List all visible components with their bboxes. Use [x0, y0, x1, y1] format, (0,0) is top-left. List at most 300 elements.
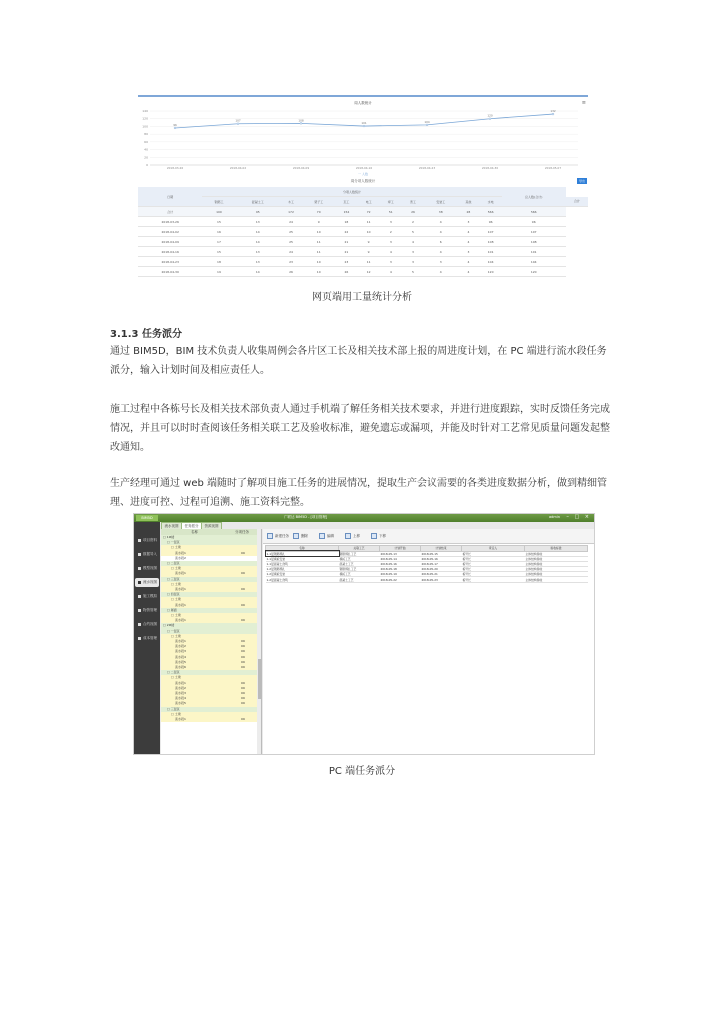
data-label: 96 — [173, 122, 177, 127]
tree-row-value: 09 — [241, 587, 245, 591]
table-cell: 101 — [480, 247, 502, 257]
task-col-header[interactable]: 验收标准 — [525, 546, 588, 552]
table-cell: 2018-03-26 — [138, 217, 202, 227]
table-cell: 4 — [457, 227, 479, 237]
task-cell: 钢筋绑扎工艺 — [339, 551, 380, 556]
table-cell: 18 — [335, 217, 357, 227]
data-point[interactable] — [552, 113, 554, 115]
col-header: 混凝土工 — [236, 197, 280, 207]
tree-row-label: 流水段1 — [175, 602, 186, 607]
table-cell: 72 — [358, 207, 380, 217]
tree-row-value: 09 — [241, 644, 245, 649]
title-bar — [134, 514, 594, 522]
x-tick-label: 2018-04-23 — [418, 166, 436, 170]
tree-row-label: 流水段1 — [175, 571, 186, 576]
tree-row-value: 09 — [241, 618, 245, 623]
table-row — [138, 237, 588, 247]
table-cell: 101 — [502, 247, 566, 257]
tree-row-label: □ 三层区 — [167, 576, 180, 581]
tree-row-label: □ 二层区 — [167, 670, 180, 675]
table-cell: 3 — [424, 257, 457, 267]
section-heading: 3.1.3 任务派分 — [110, 329, 182, 340]
tree-row-label: 流水段2 — [175, 555, 186, 560]
table-cell: 3 — [457, 247, 479, 257]
tree-row-label: □ 二层区 — [167, 561, 180, 565]
menu-icon — [138, 637, 141, 640]
y-tick-label: 140 — [142, 109, 148, 113]
table-cell: 2018-04-02 — [138, 227, 202, 237]
task-cell: 主体结构验收 — [525, 577, 588, 582]
table-cell: 21 — [335, 247, 357, 257]
table-cell: 合计 — [138, 207, 202, 217]
table-cell: 120 — [502, 267, 566, 277]
table-cell: 154 — [335, 207, 357, 217]
tree-row-label: □ 土建 — [171, 711, 181, 716]
table-cell: 95 — [236, 207, 280, 217]
table-cell: 3 — [402, 257, 424, 267]
tree-row-value: 09 — [241, 602, 245, 607]
table-cell: 25 — [280, 237, 302, 247]
weekly-chart-panel — [138, 95, 588, 177]
table-cell: 13 — [236, 257, 280, 267]
sidebar-item-label: 物资管理 — [143, 608, 157, 612]
table-cell: 100 — [202, 207, 235, 217]
col-header: 安装工 — [424, 197, 457, 207]
sidebar-item[interactable] — [135, 620, 159, 629]
export-button[interactable]: 导出 — [578, 179, 585, 183]
table-cell: 104 — [480, 257, 502, 267]
y-tick-label: 100 — [142, 124, 148, 129]
col-date: 日期 — [138, 187, 202, 207]
toolbar-button[interactable] — [293, 533, 308, 539]
tree-row-label: 流水段1 — [175, 587, 186, 591]
table-cell: 26 — [280, 267, 302, 277]
tree-row-label: □ 土建 — [171, 597, 181, 602]
data-label: 132 — [550, 109, 556, 114]
table-cell: 4 — [424, 247, 457, 257]
tree-row-value: 09 — [241, 571, 245, 576]
group-header: 分项人数统计 — [202, 187, 501, 197]
table-cell: 2 — [402, 217, 424, 227]
tree-row-label: 流水段1 — [175, 717, 186, 721]
table-cell: 9 — [358, 247, 380, 257]
toolbar-icon — [267, 533, 273, 539]
table-cell: 2018-04-09 — [138, 237, 202, 247]
usage-table-panel — [138, 179, 588, 275]
sidebar-item-label: 项目资料 — [143, 538, 157, 542]
table-cell: 11 — [302, 237, 335, 247]
table-cell: 4 — [424, 267, 457, 277]
table-cell: 10 — [358, 227, 380, 237]
table-cell: 15 — [202, 217, 235, 227]
tree-scrollbar[interactable] — [257, 529, 261, 754]
tree-row-label: 流水段1 — [175, 639, 186, 643]
table-row — [138, 227, 588, 237]
table-cell: 9 — [302, 217, 335, 227]
task-cell: 1-1层钢筋绑扎 — [266, 551, 339, 556]
sidebar-item-label: 成本管理 — [143, 636, 157, 640]
tree-row-value: 09 — [241, 550, 245, 555]
table-cell: 107 — [480, 227, 502, 237]
tree-row-label: 流水段5 — [175, 701, 186, 706]
x-tick-label: 2018-03-26 — [166, 166, 184, 170]
tree-row-value: 09 — [241, 654, 245, 659]
sidebar-item-label: 合约视图 — [143, 622, 157, 626]
table-cell: 5 — [402, 227, 424, 237]
tree-row-label: □ 一层区 — [167, 540, 180, 545]
chart-menu-icon[interactable]: ≡ — [581, 100, 586, 106]
toolbar-button[interactable] — [319, 533, 334, 539]
tree-row-label: 流水段4 — [175, 654, 186, 659]
task-cell: 2018-05-17 — [421, 561, 462, 566]
table-cell: 120 — [480, 267, 502, 277]
task-cell: 2018-05-13 — [380, 551, 421, 556]
table-cell: 23 — [280, 257, 302, 267]
task-cell: 1-2层模板安装 — [266, 572, 339, 577]
col-header: 电工 — [358, 197, 380, 207]
col-header: 水电 — [480, 197, 502, 207]
table-cell: 11 — [358, 217, 380, 227]
data-point[interactable] — [426, 124, 428, 126]
tab[interactable]: 流水视图 — [161, 522, 182, 531]
tree-row-label: □ 土建 — [171, 675, 181, 680]
toolbar-label: 删除 — [301, 534, 308, 538]
tab[interactable]: 任务派分 — [181, 522, 202, 531]
task-cell: 模板工艺 — [339, 572, 380, 577]
toolbar-icon — [293, 533, 299, 539]
tree-row-label: □ 土建 — [171, 633, 181, 638]
window-controls[interactable]: – □ × — [566, 514, 591, 520]
table-cell: 108 — [480, 237, 502, 247]
y-tick-label: 0 — [146, 163, 148, 167]
table-cell: 26 — [335, 267, 357, 277]
table-cell: 24 — [280, 247, 302, 257]
task-cell: 主体结构验收 — [525, 556, 588, 561]
menu-icon — [138, 609, 141, 612]
task-cell: 栋号长 — [462, 567, 525, 572]
data-point[interactable] — [237, 123, 239, 125]
tree-row-value: 09 — [241, 649, 245, 654]
table-cell: 16 — [202, 227, 235, 237]
tree-row-label: 流水段2 — [175, 685, 186, 690]
table-cell: 3 — [380, 217, 402, 227]
table-cell: 566 — [480, 207, 502, 217]
menu-icon — [138, 581, 141, 584]
sidebar-item-label: 数据导入 — [143, 552, 157, 556]
tree-row-value: 09 — [241, 639, 245, 643]
table-cell: 6 — [424, 237, 457, 247]
table-cell: 18 — [202, 257, 235, 267]
task-toolbar — [263, 529, 594, 544]
task-cell: 2018-05-15 — [421, 551, 462, 556]
tree-row-label: 流水段6 — [175, 665, 186, 669]
task-cell: 1-2层钢筋绑扎 — [266, 567, 339, 572]
table-cell: 4 — [424, 217, 457, 227]
y-tick-label: 40 — [144, 147, 148, 152]
task-cell: 2018-05-22 — [380, 577, 421, 582]
table-cell: 11 — [358, 257, 380, 267]
task-cell: 主体结构验收 — [525, 561, 588, 566]
task-col-header[interactable]: 计划开始 — [380, 546, 421, 552]
task-table — [265, 545, 588, 583]
tree-row-label: □ 一层区 — [167, 628, 180, 633]
toolbar-label: 新建任务 — [275, 534, 289, 538]
task-cell: 2018-05-23 — [421, 577, 462, 582]
table-row — [138, 247, 588, 257]
table-cell: 12 — [358, 267, 380, 277]
menu-icon — [138, 539, 141, 542]
task-col-header[interactable]: 名称 — [266, 546, 339, 552]
tree-row-label: □ 三层区 — [167, 706, 180, 711]
tree-row[interactable] — [161, 717, 257, 722]
table-cell: 14 — [236, 267, 280, 277]
table-cell: 9 — [358, 237, 380, 247]
y-tick-label: 20 — [144, 155, 148, 160]
x-tick-label: 2018-04-30 — [481, 166, 499, 170]
table-cell: 10 — [302, 267, 335, 277]
toolbar-label: 下移 — [379, 534, 386, 538]
table-cell: 3 — [457, 217, 479, 227]
sidebar-item-label: 流水视图 — [143, 580, 157, 584]
sidebar-item[interactable] — [135, 634, 159, 643]
paragraph-2: 施工过程中各栋号长及相关技术部负责人通过手机端了解任务相关技术要求，并进行进度跟踪，实时反馈任务完成情况，并且可以时时查阅该任务相关联工艺及验收标准，避免遗忘或漏项，并能及时针对工艺常见质量问题发起整改通知。 — [110, 404, 610, 453]
task-panel — [263, 529, 594, 754]
toolbar-icon — [345, 533, 351, 539]
table-cell: 4 — [380, 267, 402, 277]
line-chart — [138, 97, 588, 177]
col-header: 木工 — [280, 197, 302, 207]
tree-row-value: 09 — [241, 701, 245, 706]
task-row[interactable] — [266, 577, 588, 582]
data-point[interactable] — [489, 118, 491, 120]
table-cell: 96 — [502, 217, 566, 227]
table-cell: 3 — [380, 257, 402, 267]
table-cell: 2018-04-16 — [138, 247, 202, 257]
table-cell: 4 — [424, 227, 457, 237]
col-header: 瓦工 — [335, 197, 357, 207]
tree-row-value: 09 — [241, 696, 245, 701]
toolbar-button[interactable] — [345, 533, 360, 539]
table-title: 周分项人数统计 — [350, 179, 376, 183]
task-cell: 1-1层模板安装 — [266, 556, 339, 561]
task-cell: 栋号长 — [462, 577, 525, 582]
col-header: 合计 — [566, 197, 588, 207]
paragraph-3: 生产经理可通过 web 端随时了解项目施工任务的进展情况，提取生产会议需要的各类进度数据分析，做到精细管理、进度可控、过程可追溯、施工资料完整。 — [110, 478, 608, 508]
toolbar-label: 上移 — [353, 534, 360, 538]
data-label: 104 — [424, 119, 430, 124]
tab[interactable]: 资源视图 — [201, 522, 222, 531]
scroll-thumb[interactable] — [258, 659, 261, 699]
table-cell: 19 — [202, 267, 235, 277]
x-tick-label: 2018-04-02 — [229, 166, 247, 170]
table-cell: 14 — [236, 237, 280, 247]
task-cell: 主体结构验收 — [525, 551, 588, 556]
table-cell: 10 — [302, 227, 335, 237]
table-cell: 25 — [280, 227, 302, 237]
task-cell: 栋号长 — [462, 556, 525, 561]
tree-col-task: 分项任务 — [235, 530, 249, 534]
toolbar-button[interactable] — [371, 533, 386, 539]
tree-row-label: □ 土建 — [171, 613, 181, 617]
task-cell: 1-1层混凝土浇筑 — [266, 561, 339, 566]
figure1-caption: 网页端用工量统计分析 — [312, 292, 412, 303]
table-cell: 10 — [302, 257, 335, 267]
sidebar-item[interactable] — [135, 550, 159, 559]
tree-row-value: 09 — [241, 685, 245, 690]
task-cell: 2018-05-21 — [421, 572, 462, 577]
tree-row-label: □ 土建 — [171, 545, 181, 550]
task-cell: 主体结构验收 — [525, 567, 588, 572]
task-cell: 栋号长 — [462, 561, 525, 566]
sidebar-item-label: 施工模拟 — [143, 594, 157, 598]
menu-icon — [138, 553, 141, 556]
table-cell: 172 — [280, 207, 302, 217]
toolbar-label: 编辑 — [327, 534, 334, 538]
table-cell: 5 — [402, 267, 424, 277]
usage-figure — [138, 95, 588, 275]
task-cell: 2018-05-16 — [421, 556, 462, 561]
sidebar-item[interactable] — [135, 592, 159, 601]
data-point[interactable] — [363, 125, 365, 127]
sidebar-item[interactable] — [135, 606, 159, 615]
tree-col-name: 名称 — [191, 530, 198, 534]
toolbar-icon — [371, 533, 377, 539]
tree-row-label: 流水段2 — [175, 644, 186, 649]
sidebar-item[interactable] — [135, 564, 159, 573]
tree-row-value: 09 — [241, 659, 245, 664]
table-cell: 38 — [424, 207, 457, 217]
x-tick-label: 2018-04-16 — [355, 166, 373, 170]
tree-row-label: □ 土建 — [171, 581, 181, 586]
paragraph-1: 通过 BIM5D，BIM 技术负责人收集周例会各片区工长及相关技术部上报的周进度计划，在 PC 端进行流水段任务派分，输入计划时间及相应责任人。 — [110, 346, 607, 376]
task-cell: 混凝土工艺 — [339, 561, 380, 566]
sidebar-item[interactable] — [135, 536, 159, 545]
data-point[interactable] — [174, 127, 176, 129]
task-cell: 2018-05-20 — [421, 567, 462, 572]
tree-row-label: 流水段1 — [175, 618, 186, 623]
task-col-header[interactable]: 关联工艺 — [339, 546, 380, 552]
table-cell: 28 — [457, 207, 479, 217]
task-cell: 2018-05-14 — [380, 556, 421, 561]
col-header: 普工 — [402, 197, 424, 207]
task-cell: 钢筋绑扎工艺 — [339, 567, 380, 572]
menu-icon — [138, 567, 141, 570]
table-cell: 17 — [202, 237, 235, 247]
data-label: 120 — [487, 113, 493, 118]
task-cell: 模板工艺 — [339, 556, 380, 561]
tree-row-value: 09 — [241, 665, 245, 669]
table-cell: 4 — [402, 237, 424, 247]
task-cell: 2018-05-19 — [380, 572, 421, 577]
col-total: 总人数(合计) — [502, 187, 566, 207]
table-cell: 21 — [335, 237, 357, 247]
table-cell: 108 — [502, 237, 566, 247]
tree-row-label: □ 四层区 — [167, 592, 180, 597]
table-cell: 4 — [380, 247, 402, 257]
tree-row-label: □ 2#楼 — [163, 623, 175, 628]
tree-row-value: 09 — [241, 691, 245, 695]
data-label: 107 — [235, 118, 241, 123]
table-cell: 22 — [335, 227, 357, 237]
y-tick-label: 120 — [142, 116, 148, 121]
tree-row-label: □ 1#楼 — [163, 535, 175, 539]
task-col-header[interactable]: 计划结束 — [421, 546, 462, 552]
tree-row-value: 09 — [241, 680, 245, 685]
task-cell: 栋号长 — [462, 572, 525, 577]
sidebar-item[interactable] — [135, 578, 159, 587]
table-cell: 2 — [380, 227, 402, 237]
table-cell: 104 — [502, 257, 566, 267]
data-label: 108 — [298, 118, 304, 123]
flow-tree — [161, 529, 262, 754]
total-row — [138, 207, 588, 217]
tree-row-label: □ 屋面 — [167, 607, 177, 612]
task-cell: 2018-05-18 — [380, 567, 421, 572]
x-tick-label: 2018-05-07 — [544, 166, 562, 170]
table-cell: 14 — [236, 227, 280, 237]
table-cell: 4 — [457, 237, 479, 247]
chart-title: 周人数统计 — [354, 101, 372, 105]
table-cell: 26 — [402, 207, 424, 217]
data-label: 101 — [361, 121, 367, 126]
task-cell: 2018-05-16 — [380, 561, 421, 566]
legend-item[interactable]: 一 人数 — [358, 172, 368, 176]
menu-icon — [138, 595, 141, 598]
table-row — [138, 217, 588, 227]
table-cell: 3 — [380, 237, 402, 247]
table-cell: 15 — [202, 247, 235, 257]
task-cell: 1-2层混凝土浇筑 — [266, 577, 339, 582]
table-cell: 4 — [457, 257, 479, 267]
table-cell: 107 — [502, 227, 566, 237]
table-cell: 4 — [457, 267, 479, 277]
table-cell: 96 — [480, 217, 502, 227]
sidebar — [134, 522, 160, 754]
task-col-header[interactable]: 责任人 — [462, 546, 525, 552]
tree-row-label: 流水段3 — [175, 691, 186, 695]
menu-icon — [138, 623, 141, 626]
table-cell: 23 — [335, 257, 357, 267]
table-cell: 51 — [380, 207, 402, 217]
table-cell: 24 — [280, 217, 302, 227]
data-point[interactable] — [300, 122, 302, 124]
table-cell: 566 — [502, 207, 566, 217]
table-cell: 2018-04-23 — [138, 257, 202, 267]
task-cell: 主体结构验收 — [525, 572, 588, 577]
y-tick-label: 80 — [144, 132, 148, 137]
pc-app-screenshot — [133, 513, 595, 755]
app-logo: BIM5D — [136, 515, 158, 521]
tree-row-label: 流水段3 — [175, 649, 186, 654]
tree-row-value: 09 — [241, 717, 245, 721]
usage-table — [138, 187, 588, 277]
col-header: 焊工 — [380, 197, 402, 207]
table-row — [138, 267, 588, 277]
col-header: 钢筋工 — [202, 197, 235, 207]
tree-row-label: □ 土建 — [171, 566, 181, 571]
y-tick-label: 60 — [144, 139, 148, 144]
window-title: 广联达 BIM5D - [项目管理] — [284, 515, 328, 519]
x-tick-label: 2018-04-09 — [292, 166, 310, 170]
table-cell: 13 — [236, 217, 280, 227]
toolbar-icon — [319, 533, 325, 539]
user-label[interactable]: admin — [549, 515, 560, 519]
table-cell: 70 — [302, 207, 335, 217]
tree-row-label: 流水段1 — [175, 550, 186, 555]
table-cell: 13 — [236, 247, 280, 257]
task-cell: 混凝土工艺 — [339, 577, 380, 582]
toolbar-button[interactable] — [267, 533, 289, 539]
